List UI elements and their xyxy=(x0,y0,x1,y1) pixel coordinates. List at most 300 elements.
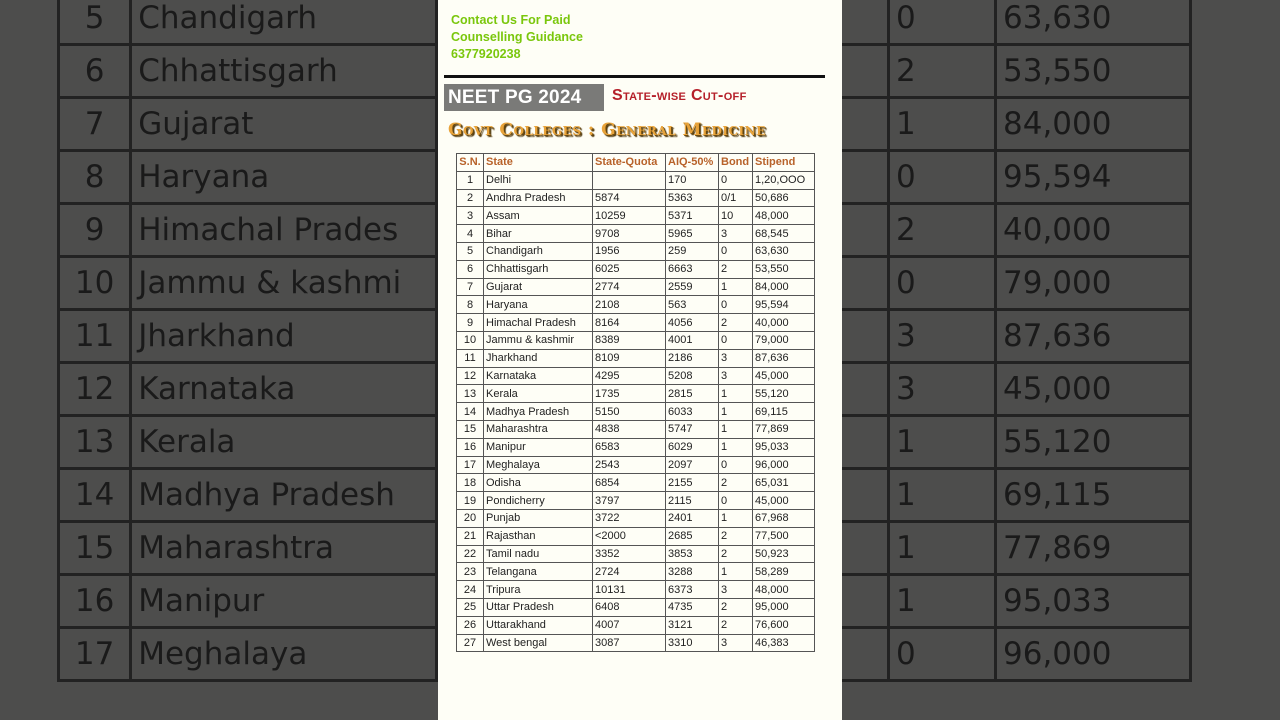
column-header-state: State xyxy=(484,154,593,172)
cell-state-quota: 5150 xyxy=(593,403,666,421)
background-cell-aiq xyxy=(842,45,889,98)
background-cell-bond: 0 xyxy=(889,628,996,681)
table-row xyxy=(457,242,815,260)
cell-sn: 14 xyxy=(457,403,484,421)
cell-state: Uttarakhand xyxy=(484,616,593,634)
cell-state-quota: 4838 xyxy=(593,420,666,438)
cell-stipend: 48,000 xyxy=(753,207,815,225)
cell-aiq: 4735 xyxy=(666,598,719,616)
background-cell-stipend: 84,000 xyxy=(996,98,1191,151)
cell-sn: 7 xyxy=(457,278,484,296)
table-row xyxy=(457,225,815,243)
cell-sn: 21 xyxy=(457,527,484,545)
cell-stipend: 87,636 xyxy=(753,349,815,367)
background-cell-state: Madhya Pradesh xyxy=(131,469,437,522)
contact-block xyxy=(451,12,583,63)
cell-state-quota: 10131 xyxy=(593,581,666,599)
background-cell-state: Himachal Prades xyxy=(131,204,437,257)
cell-state: Haryana xyxy=(484,296,593,314)
table-row xyxy=(457,598,815,616)
background-cell-state: Gujarat xyxy=(131,98,437,151)
cell-stipend: 46,383 xyxy=(753,634,815,652)
background-row xyxy=(842,0,1191,45)
background-cell-bond: 3 xyxy=(889,310,996,363)
table-header-row xyxy=(457,154,815,172)
table-row xyxy=(457,634,815,652)
cell-bond: 3 xyxy=(719,367,753,385)
background-row xyxy=(59,363,437,416)
column-header-bond: Bond xyxy=(719,154,753,172)
cell-stipend: 45,000 xyxy=(753,367,815,385)
background-left-table xyxy=(57,0,438,682)
cell-state: Uttar Pradesh xyxy=(484,598,593,616)
background-right-table xyxy=(842,0,1192,682)
cell-state: Assam xyxy=(484,207,593,225)
cell-state-quota: 6854 xyxy=(593,474,666,492)
cell-sn: 9 xyxy=(457,314,484,332)
background-row xyxy=(842,151,1191,204)
cell-bond: 1 xyxy=(719,563,753,581)
cell-stipend: 58,289 xyxy=(753,563,815,581)
column-header-aiq: AIQ-50% xyxy=(666,154,719,172)
table-row xyxy=(457,527,815,545)
cell-stipend: 95,033 xyxy=(753,438,815,456)
cell-bond: 3 xyxy=(719,225,753,243)
cell-sn: 16 xyxy=(457,438,484,456)
cell-state-quota: 5874 xyxy=(593,189,666,207)
table-row xyxy=(457,207,815,225)
background-row xyxy=(59,151,437,204)
page-title: State-wise Cut-off xyxy=(612,87,747,104)
cell-bond: 1 xyxy=(719,509,753,527)
background-cell-sn: 7 xyxy=(59,98,131,151)
cell-state-quota: 2774 xyxy=(593,278,666,296)
contact-line-1: Contact Us For Paid xyxy=(451,13,571,27)
background-row xyxy=(842,363,1191,416)
cell-bond: 1 xyxy=(719,278,753,296)
cell-sn: 4 xyxy=(457,225,484,243)
cell-sn: 8 xyxy=(457,296,484,314)
cell-state: Telangana xyxy=(484,563,593,581)
background-row xyxy=(59,522,437,575)
background-row xyxy=(842,204,1191,257)
cell-sn: 19 xyxy=(457,492,484,510)
cell-stipend: 68,545 xyxy=(753,225,815,243)
cell-stipend: 69,115 xyxy=(753,403,815,421)
header-divider xyxy=(444,75,825,78)
background-cell-stipend: 63,630 xyxy=(996,0,1191,45)
table-row xyxy=(457,403,815,421)
cell-stipend: 84,000 xyxy=(753,278,815,296)
cell-state-quota xyxy=(593,171,666,189)
cell-sn: 10 xyxy=(457,331,484,349)
page-subtitle: Govt Colleges : General Medicine xyxy=(448,120,766,140)
background-row xyxy=(842,575,1191,628)
background-left-blur xyxy=(0,0,438,720)
cell-state-quota: 8109 xyxy=(593,349,666,367)
cell-state-quota: 2543 xyxy=(593,456,666,474)
cell-bond: 2 xyxy=(719,598,753,616)
cell-bond: 3 xyxy=(719,634,753,652)
cell-state-quota: 6025 xyxy=(593,260,666,278)
cell-stipend: 1,20,OOO xyxy=(753,171,815,189)
cell-aiq: 5363 xyxy=(666,189,719,207)
cell-state: Himachal Pradesh xyxy=(484,314,593,332)
background-cell-sn: 6 xyxy=(59,45,131,98)
background-cell-state: Karnataka xyxy=(131,363,437,416)
background-cell-sn: 11 xyxy=(59,310,131,363)
background-row xyxy=(59,469,437,522)
cell-aiq: 3853 xyxy=(666,545,719,563)
cell-state-quota: 3722 xyxy=(593,509,666,527)
exam-badge: NEET PG 2024 xyxy=(444,84,604,111)
cell-stipend: 77,869 xyxy=(753,420,815,438)
background-cell-state: Kerala xyxy=(131,416,437,469)
background-row xyxy=(59,98,437,151)
background-cell-aiq xyxy=(842,310,889,363)
background-cell-stipend: 79,000 xyxy=(996,257,1191,310)
cell-state-quota: 3797 xyxy=(593,492,666,510)
cell-aiq: 3310 xyxy=(666,634,719,652)
table-row xyxy=(457,474,815,492)
background-cell-bond: 1 xyxy=(889,575,996,628)
cell-state-quota: 1956 xyxy=(593,242,666,260)
table-row xyxy=(457,509,815,527)
cell-sn: 3 xyxy=(457,207,484,225)
cell-aiq: 2186 xyxy=(666,349,719,367)
cell-sn: 13 xyxy=(457,385,484,403)
background-cell-sn: 8 xyxy=(59,151,131,204)
background-cell-stipend: 77,869 xyxy=(996,522,1191,575)
cell-bond: 2 xyxy=(719,527,753,545)
cell-sn: 22 xyxy=(457,545,484,563)
background-row xyxy=(842,98,1191,151)
cell-bond: 3 xyxy=(719,581,753,599)
cell-state: Meghalaya xyxy=(484,456,593,474)
background-cell-sn: 16 xyxy=(59,575,131,628)
cell-bond: 2 xyxy=(719,616,753,634)
cell-state-quota: 10259 xyxy=(593,207,666,225)
cell-aiq: 6033 xyxy=(666,403,719,421)
cell-state: Jharkhand xyxy=(484,349,593,367)
background-cell-aiq xyxy=(842,151,889,204)
column-header-state-quota: State-Quota xyxy=(593,154,666,172)
table-row xyxy=(457,563,815,581)
background-cell-stipend: 95,594 xyxy=(996,151,1191,204)
background-row xyxy=(59,204,437,257)
background-cell-aiq xyxy=(842,522,889,575)
cell-state: Tamil nadu xyxy=(484,545,593,563)
cell-sn: 1 xyxy=(457,171,484,189)
table-row xyxy=(457,545,815,563)
background-cell-stipend: 45,000 xyxy=(996,363,1191,416)
background-right-blur xyxy=(842,0,1280,720)
cell-aiq: 5208 xyxy=(666,367,719,385)
table-row xyxy=(457,438,815,456)
cell-aiq: 5371 xyxy=(666,207,719,225)
cell-sn: 23 xyxy=(457,563,484,581)
cell-state-quota: 8389 xyxy=(593,331,666,349)
cell-state-quota: <2000 xyxy=(593,527,666,545)
cell-state: Karnataka xyxy=(484,367,593,385)
cell-state-quota: 3352 xyxy=(593,545,666,563)
cell-sn: 18 xyxy=(457,474,484,492)
cell-state: Gujarat xyxy=(484,278,593,296)
cell-state-quota: 8164 xyxy=(593,314,666,332)
cell-state: West bengal xyxy=(484,634,593,652)
table-row xyxy=(457,296,815,314)
cell-aiq: 2685 xyxy=(666,527,719,545)
cell-bond: 1 xyxy=(719,420,753,438)
cell-aiq: 2401 xyxy=(666,509,719,527)
cell-state: Punjab xyxy=(484,509,593,527)
contact-line-2: Counselling Guidance xyxy=(451,30,583,44)
background-cell-aiq xyxy=(842,575,889,628)
background-cell-stipend: 96,000 xyxy=(996,628,1191,681)
cell-state: Tripura xyxy=(484,581,593,599)
cell-state: Andhra Pradesh xyxy=(484,189,593,207)
background-row xyxy=(842,310,1191,363)
background-cell-sn: 10 xyxy=(59,257,131,310)
background-row xyxy=(842,416,1191,469)
cell-state-quota: 2724 xyxy=(593,563,666,581)
background-row xyxy=(59,0,437,45)
cell-stipend: 50,686 xyxy=(753,189,815,207)
background-cell-aiq xyxy=(842,469,889,522)
cell-state: Odisha xyxy=(484,474,593,492)
cell-aiq: 5747 xyxy=(666,420,719,438)
cell-aiq: 3121 xyxy=(666,616,719,634)
cell-aiq: 2155 xyxy=(666,474,719,492)
cell-stipend: 40,000 xyxy=(753,314,815,332)
background-cell-stipend: 55,120 xyxy=(996,416,1191,469)
cell-sn: 11 xyxy=(457,349,484,367)
cell-state: Chandigarh xyxy=(484,242,593,260)
cell-bond: 0 xyxy=(719,456,753,474)
cell-state: Manipur xyxy=(484,438,593,456)
contact-phone: 6377920238 xyxy=(451,47,521,61)
background-row xyxy=(842,628,1191,681)
cell-sn: 6 xyxy=(457,260,484,278)
cell-state: Maharashtra xyxy=(484,420,593,438)
cell-aiq: 2115 xyxy=(666,492,719,510)
background-cell-sn: 5 xyxy=(59,0,131,45)
background-cell-bond: 1 xyxy=(889,416,996,469)
background-cell-bond: 1 xyxy=(889,469,996,522)
cell-bond: 1 xyxy=(719,438,753,456)
cell-state-quota: 6408 xyxy=(593,598,666,616)
cell-state-quota: 9708 xyxy=(593,225,666,243)
cell-stipend: 95,000 xyxy=(753,598,815,616)
cell-sn: 12 xyxy=(457,367,484,385)
cell-aiq: 2097 xyxy=(666,456,719,474)
background-cell-sn: 17 xyxy=(59,628,131,681)
cell-sn: 25 xyxy=(457,598,484,616)
background-cell-state: Haryana xyxy=(131,151,437,204)
cell-stipend: 53,550 xyxy=(753,260,815,278)
cell-aiq: 4001 xyxy=(666,331,719,349)
background-cell-state: Chandigarh xyxy=(131,0,437,45)
cell-bond: 10 xyxy=(719,207,753,225)
cell-stipend: 48,000 xyxy=(753,581,815,599)
cell-aiq: 4056 xyxy=(666,314,719,332)
cell-sn: 17 xyxy=(457,456,484,474)
cell-stipend: 63,630 xyxy=(753,242,815,260)
cell-aiq: 6663 xyxy=(666,260,719,278)
cell-state: Delhi xyxy=(484,171,593,189)
cell-aiq: 6373 xyxy=(666,581,719,599)
cell-bond: 1 xyxy=(719,403,753,421)
cell-bond: 2 xyxy=(719,474,753,492)
cell-state-quota: 1735 xyxy=(593,385,666,403)
cell-state: Pondicherry xyxy=(484,492,593,510)
background-cell-stipend: 95,033 xyxy=(996,575,1191,628)
background-cell-stipend: 40,000 xyxy=(996,204,1191,257)
background-cell-state: Meghalaya xyxy=(131,628,437,681)
cell-state-quota: 2108 xyxy=(593,296,666,314)
cell-sn: 27 xyxy=(457,634,484,652)
cell-state-quota: 6583 xyxy=(593,438,666,456)
background-cell-bond: 2 xyxy=(889,204,996,257)
table-row xyxy=(457,616,815,634)
cell-bond: 0/1 xyxy=(719,189,753,207)
background-cell-stipend: 53,550 xyxy=(996,45,1191,98)
background-cell-bond: 0 xyxy=(889,0,996,45)
cell-state-quota: 4295 xyxy=(593,367,666,385)
cell-stipend: 79,000 xyxy=(753,331,815,349)
column-header-stipend: Stipend xyxy=(753,154,815,172)
cell-bond: 0 xyxy=(719,242,753,260)
background-row xyxy=(842,257,1191,310)
cell-aiq: 2559 xyxy=(666,278,719,296)
background-cell-aiq xyxy=(842,0,889,45)
table-row xyxy=(457,189,815,207)
cell-aiq: 259 xyxy=(666,242,719,260)
cell-sn: 26 xyxy=(457,616,484,634)
cell-aiq: 6029 xyxy=(666,438,719,456)
background-cell-stipend: 87,636 xyxy=(996,310,1191,363)
cell-state: Bihar xyxy=(484,225,593,243)
cell-state-quota: 3087 xyxy=(593,634,666,652)
background-cell-aiq xyxy=(842,98,889,151)
background-row xyxy=(59,416,437,469)
table-row xyxy=(457,260,815,278)
cell-state: Jammu & kashmir xyxy=(484,331,593,349)
table-row xyxy=(457,367,815,385)
cell-state-quota: 4007 xyxy=(593,616,666,634)
cell-bond: 0 xyxy=(719,492,753,510)
cell-aiq: 5965 xyxy=(666,225,719,243)
background-row xyxy=(59,310,437,363)
table-row xyxy=(457,171,815,189)
cell-bond: 0 xyxy=(719,171,753,189)
background-row xyxy=(842,522,1191,575)
background-row xyxy=(59,257,437,310)
cell-stipend: 67,968 xyxy=(753,509,815,527)
background-cell-sn: 9 xyxy=(59,204,131,257)
cell-sn: 5 xyxy=(457,242,484,260)
cell-bond: 2 xyxy=(719,545,753,563)
cell-stipend: 55,120 xyxy=(753,385,815,403)
table-row xyxy=(457,581,815,599)
column-header-sn: S.N. xyxy=(457,154,484,172)
background-cell-bond: 0 xyxy=(889,151,996,204)
background-cell-state: Chhattisgarh xyxy=(131,45,437,98)
background-cell-bond: 1 xyxy=(889,98,996,151)
cell-aiq: 563 xyxy=(666,296,719,314)
background-cell-stipend: 69,115 xyxy=(996,469,1191,522)
table-row xyxy=(457,420,815,438)
background-cell-sn: 14 xyxy=(59,469,131,522)
background-cell-aiq xyxy=(842,257,889,310)
table-row xyxy=(457,456,815,474)
cell-state: Kerala xyxy=(484,385,593,403)
background-cell-aiq xyxy=(842,363,889,416)
cell-state: Rajasthan xyxy=(484,527,593,545)
table-row xyxy=(457,331,815,349)
background-cell-bond: 0 xyxy=(889,257,996,310)
background-row xyxy=(842,45,1191,98)
cell-sn: 2 xyxy=(457,189,484,207)
background-cell-aiq xyxy=(842,416,889,469)
background-cell-state: Maharashtra xyxy=(131,522,437,575)
cell-sn: 15 xyxy=(457,420,484,438)
background-row xyxy=(842,469,1191,522)
cell-bond: 2 xyxy=(719,260,753,278)
table-row xyxy=(457,349,815,367)
table-row xyxy=(457,314,815,332)
table-row xyxy=(457,278,815,296)
background-cell-sn: 12 xyxy=(59,363,131,416)
cell-stipend: 77,500 xyxy=(753,527,815,545)
cell-stipend: 76,600 xyxy=(753,616,815,634)
background-cell-sn: 13 xyxy=(59,416,131,469)
cutoff-poster xyxy=(438,0,842,720)
background-cell-state: Jammu & kashmi xyxy=(131,257,437,310)
cell-state: Chhattisgarh xyxy=(484,260,593,278)
cell-sn: 20 xyxy=(457,509,484,527)
table-row xyxy=(457,385,815,403)
background-cell-aiq xyxy=(842,628,889,681)
cell-sn: 24 xyxy=(457,581,484,599)
cell-bond: 0 xyxy=(719,296,753,314)
cell-aiq: 170 xyxy=(666,171,719,189)
cell-bond: 3 xyxy=(719,349,753,367)
background-cell-bond: 3 xyxy=(889,363,996,416)
background-row xyxy=(59,628,437,681)
cell-bond: 1 xyxy=(719,385,753,403)
cell-stipend: 45,000 xyxy=(753,492,815,510)
background-row xyxy=(59,45,437,98)
cutoff-table xyxy=(456,153,815,652)
table-row xyxy=(457,492,815,510)
background-cell-bond: 1 xyxy=(889,522,996,575)
cell-stipend: 95,594 xyxy=(753,296,815,314)
cell-stipend: 96,000 xyxy=(753,456,815,474)
cell-aiq: 2815 xyxy=(666,385,719,403)
cell-stipend: 50,923 xyxy=(753,545,815,563)
cell-stipend: 65,031 xyxy=(753,474,815,492)
background-row xyxy=(59,575,437,628)
cell-bond: 2 xyxy=(719,314,753,332)
background-cell-state: Manipur xyxy=(131,575,437,628)
cell-aiq: 3288 xyxy=(666,563,719,581)
background-cell-aiq xyxy=(842,204,889,257)
background-cell-state: Jharkhand xyxy=(131,310,437,363)
background-cell-bond: 2 xyxy=(889,45,996,98)
cell-bond: 0 xyxy=(719,331,753,349)
cell-state: Madhya Pradesh xyxy=(484,403,593,421)
